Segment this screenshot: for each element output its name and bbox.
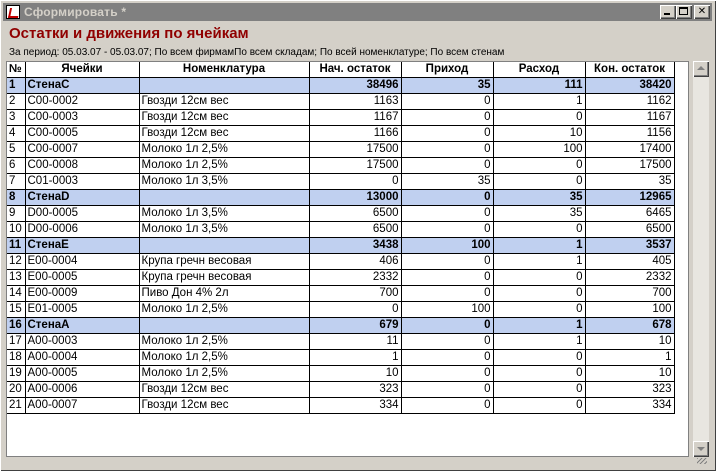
cell-code: E00-0009	[25, 286, 139, 302]
nomenclature	[139, 318, 309, 334]
scroll-down-button[interactable]	[693, 441, 709, 457]
expense: 1	[493, 238, 585, 254]
start-balance: 1	[309, 350, 401, 366]
cell-code: C01-0003	[25, 174, 139, 190]
nomenclature: Пиво Дон 4% 2л	[139, 286, 309, 302]
row-number: 5	[7, 142, 25, 158]
table-row[interactable]	[7, 94, 674, 110]
resize-grip-icon[interactable]	[697, 458, 707, 464]
start-balance: 38496	[309, 78, 401, 94]
expense: 100	[493, 142, 585, 158]
window-controls	[660, 5, 710, 19]
cell-code: СтенаС	[25, 78, 139, 94]
nomenclature: Гвозди 12см вес	[139, 94, 309, 110]
arrow-up-icon	[697, 66, 705, 70]
nomenclature: Молоко 1л 2,5%	[139, 366, 309, 382]
end-balance: 700	[585, 286, 674, 302]
end-balance: 6500	[585, 222, 674, 238]
start-balance: 1167	[309, 110, 401, 126]
arrow-down-icon	[697, 447, 705, 451]
income: 0	[401, 350, 493, 366]
cell-code: E01-0005	[25, 302, 139, 318]
start-balance: 406	[309, 254, 401, 270]
income: 0	[401, 366, 493, 382]
nomenclature	[139, 190, 309, 206]
scroll-up-button[interactable]	[693, 61, 709, 77]
column-header-cells[interactable]: Ячейки	[25, 62, 139, 78]
report-grid[interactable]	[6, 61, 689, 457]
nomenclature: Крупа гречн весовая	[139, 270, 309, 286]
income: 0	[401, 286, 493, 302]
end-balance: 100	[585, 302, 674, 318]
end-balance: 1	[585, 350, 674, 366]
start-balance: 0	[309, 174, 401, 190]
close-icon: ✕	[697, 6, 707, 17]
cell-code: C00-0007	[25, 142, 139, 158]
nomenclature: Крупа гречн весовая	[139, 254, 309, 270]
expense: 10	[493, 126, 585, 142]
table-body	[7, 78, 674, 414]
report-title: Остатки и движения по ячейкам	[9, 25, 249, 42]
table-row[interactable]	[7, 334, 674, 350]
row-number: 6	[7, 158, 25, 174]
income: 0	[401, 222, 493, 238]
start-balance: 679	[309, 318, 401, 334]
nomenclature: Молоко 1л 2,5%	[139, 350, 309, 366]
column-header-number[interactable]: №	[7, 62, 25, 78]
end-balance: 2332	[585, 270, 674, 286]
expense: 1	[493, 254, 585, 270]
expense: 0	[493, 350, 585, 366]
end-balance: 334	[585, 398, 674, 414]
nomenclature: Молоко 1л 3,5%	[139, 174, 309, 190]
close-button[interactable]	[694, 5, 710, 19]
table-row[interactable]	[7, 222, 674, 238]
maximize-icon	[679, 7, 688, 15]
cell-code: A00-0003	[25, 334, 139, 350]
nomenclature: Гвозди 12см вес	[139, 382, 309, 398]
nomenclature: Гвозди 12см вес	[139, 110, 309, 126]
expense: 0	[493, 286, 585, 302]
expense: 1	[493, 318, 585, 334]
end-balance: 35	[585, 174, 674, 190]
report-period: За период: 05.03.07 - 05.03.07; По всем фирмамПо всем складам; По всей номенклатуре; По всем стенам	[9, 47, 505, 58]
start-balance: 11	[309, 334, 401, 350]
start-balance: 10	[309, 366, 401, 382]
table-row[interactable]	[7, 142, 674, 158]
scrollbar-corner	[693, 458, 709, 466]
income: 0	[401, 398, 493, 414]
cell-code: E00-0005	[25, 270, 139, 286]
row-number: 13	[7, 270, 25, 286]
end-balance: 1167	[585, 110, 674, 126]
cell-code: C00-0008	[25, 158, 139, 174]
income: 0	[401, 94, 493, 110]
income: 0	[401, 142, 493, 158]
expense: 0	[493, 366, 585, 382]
row-number: 15	[7, 302, 25, 318]
row-number: 20	[7, 382, 25, 398]
row-number: 12	[7, 254, 25, 270]
maximize-button[interactable]	[676, 5, 692, 19]
row-number: 7	[7, 174, 25, 190]
cell-code: A00-0006	[25, 382, 139, 398]
start-balance: 0	[309, 302, 401, 318]
end-balance: 3537	[585, 238, 674, 254]
group-row[interactable]	[7, 318, 674, 334]
group-row[interactable]	[7, 238, 674, 254]
expense: 35	[493, 190, 585, 206]
table-row[interactable]	[7, 286, 674, 302]
window-title: Сформировать *	[24, 5, 127, 19]
horizontal-scrollbar[interactable]	[6, 458, 689, 466]
cell-code: A00-0004	[25, 350, 139, 366]
table-row[interactable]	[7, 398, 674, 414]
row-number: 9	[7, 206, 25, 222]
income: 0	[401, 126, 493, 142]
start-balance: 13000	[309, 190, 401, 206]
nomenclature: Молоко 1л 3,5%	[139, 206, 309, 222]
start-balance: 334	[309, 398, 401, 414]
income: 0	[401, 270, 493, 286]
row-number: 16	[7, 318, 25, 334]
start-balance: 6500	[309, 222, 401, 238]
start-balance: 1166	[309, 126, 401, 142]
income: 35	[401, 174, 493, 190]
expense: 0	[493, 222, 585, 238]
expense: 0	[493, 398, 585, 414]
cell-code: СтенаD	[25, 190, 139, 206]
nomenclature: Молоко 1л 2,5%	[139, 142, 309, 158]
table-row[interactable]	[7, 206, 674, 222]
cell-code: C00-0003	[25, 110, 139, 126]
start-balance: 17500	[309, 158, 401, 174]
nomenclature: Молоко 1л 2,5%	[139, 302, 309, 318]
nomenclature: Молоко 1л 3,5%	[139, 222, 309, 238]
start-balance: 700	[309, 286, 401, 302]
table-row[interactable]	[7, 158, 674, 174]
expense: 0	[493, 302, 585, 318]
start-balance: 17500	[309, 142, 401, 158]
start-balance: 1163	[309, 94, 401, 110]
table-row[interactable]	[7, 110, 674, 126]
row-number: 14	[7, 286, 25, 302]
cell-code: E00-0004	[25, 254, 139, 270]
row-number: 17	[7, 334, 25, 350]
start-balance: 6500	[309, 206, 401, 222]
nomenclature	[139, 78, 309, 94]
income: 100	[401, 238, 493, 254]
cell-code: D00-0005	[25, 206, 139, 222]
end-balance: 12965	[585, 190, 674, 206]
group-row[interactable]	[7, 190, 674, 206]
end-balance: 405	[585, 254, 674, 270]
nomenclature: Гвозди 12см вес	[139, 398, 309, 414]
group-row[interactable]	[7, 78, 674, 94]
expense: 0	[493, 270, 585, 286]
table-row[interactable]	[7, 302, 674, 318]
expense: 35	[493, 206, 585, 222]
end-balance: 1162	[585, 94, 674, 110]
expense: 1	[493, 94, 585, 110]
column-header-expense[interactable]: Расход	[493, 62, 585, 78]
income: 0	[401, 206, 493, 222]
row-number: 1	[7, 78, 25, 94]
income: 100	[401, 302, 493, 318]
end-balance: 678	[585, 318, 674, 334]
income: 0	[401, 190, 493, 206]
expense: 111	[493, 78, 585, 94]
row-number: 2	[7, 94, 25, 110]
row-number: 19	[7, 366, 25, 382]
end-balance: 323	[585, 382, 674, 398]
row-number: 4	[7, 126, 25, 142]
row-number: 8	[7, 190, 25, 206]
report-content	[3, 22, 712, 467]
start-balance: 323	[309, 382, 401, 398]
expense: 0	[493, 174, 585, 190]
minimize-button[interactable]	[660, 5, 676, 19]
cell-code: СтенаA	[25, 318, 139, 334]
title-bar[interactable]	[3, 3, 712, 21]
end-balance: 6465	[585, 206, 674, 222]
income: 0	[401, 110, 493, 126]
income: 0	[401, 158, 493, 174]
column-header-income[interactable]: Приход	[401, 62, 493, 78]
table-row[interactable]	[7, 366, 674, 382]
nomenclature: Молоко 1л 2,5%	[139, 334, 309, 350]
expense: 1	[493, 334, 585, 350]
income: 0	[401, 254, 493, 270]
row-number: 3	[7, 110, 25, 126]
nomenclature: Молоко 1л 2,5%	[139, 158, 309, 174]
income: 35	[401, 78, 493, 94]
table-row[interactable]	[7, 350, 674, 366]
row-number: 18	[7, 350, 25, 366]
table-row[interactable]	[7, 270, 674, 286]
cell-code: A00-0007	[25, 398, 139, 414]
report-app-icon[interactable]	[6, 5, 20, 19]
report-table	[7, 62, 675, 414]
expense: 0	[493, 110, 585, 126]
nomenclature: Гвозди 12см вес	[139, 126, 309, 142]
column-header-end-balance[interactable]: Кон. остаток	[585, 62, 674, 78]
column-header-nomenclature[interactable]: Номенклатура	[139, 62, 309, 78]
end-balance: 17400	[585, 142, 674, 158]
income: 0	[401, 382, 493, 398]
income: 0	[401, 318, 493, 334]
cell-code: D00-0006	[25, 222, 139, 238]
income: 0	[401, 334, 493, 350]
table-row[interactable]	[7, 174, 674, 190]
start-balance: 2332	[309, 270, 401, 286]
column-header-start-balance[interactable]: Нач. остаток	[309, 62, 401, 78]
expense: 0	[493, 382, 585, 398]
cell-code: C00-0002	[25, 94, 139, 110]
table-header-row	[7, 62, 674, 78]
row-number: 21	[7, 398, 25, 414]
table-row[interactable]	[7, 382, 674, 398]
end-balance: 38420	[585, 78, 674, 94]
table-row[interactable]	[7, 126, 674, 142]
minimize-icon	[664, 13, 670, 15]
start-balance: 3438	[309, 238, 401, 254]
end-balance: 10	[585, 334, 674, 350]
cell-code: СтенаE	[25, 238, 139, 254]
cell-code: A00-0005	[25, 366, 139, 382]
table-row[interactable]	[7, 254, 674, 270]
end-balance: 1156	[585, 126, 674, 142]
end-balance: 10	[585, 366, 674, 382]
expense: 0	[493, 158, 585, 174]
end-balance: 17500	[585, 158, 674, 174]
row-number: 10	[7, 222, 25, 238]
vertical-scrollbar[interactable]	[693, 61, 709, 457]
row-number: 11	[7, 238, 25, 254]
cell-code: C00-0005	[25, 126, 139, 142]
nomenclature	[139, 238, 309, 254]
